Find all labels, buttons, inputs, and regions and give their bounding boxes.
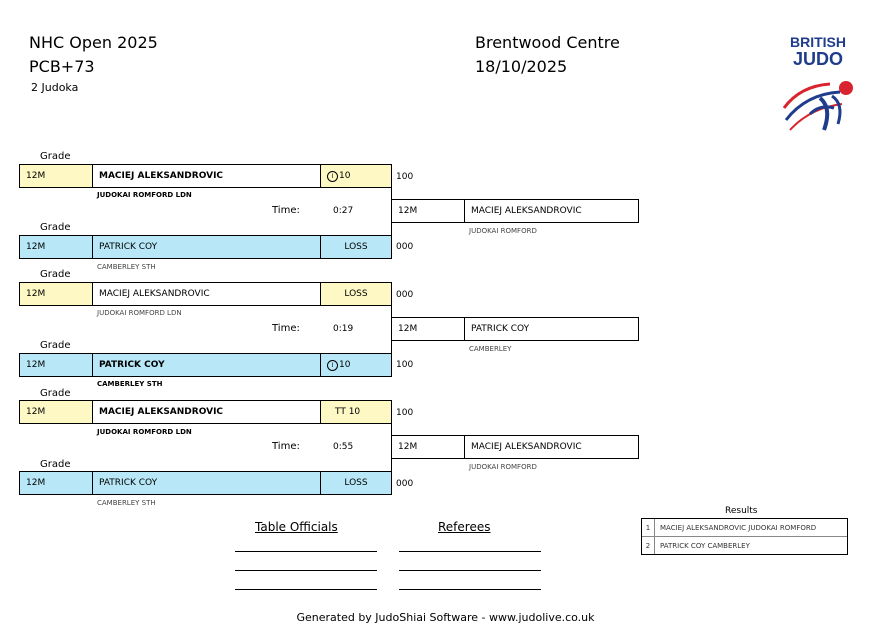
player-result: LOSS	[320, 235, 392, 259]
player-result: LOSS	[320, 471, 392, 495]
winner-grade: 12M	[391, 199, 465, 223]
player-name: MACIEJ ALEKSANDROVIC	[92, 400, 321, 424]
match-time: 0:19	[333, 324, 354, 334]
signature-line	[235, 551, 377, 552]
event-name: NHC Open 2025	[29, 33, 158, 52]
grade-label: Grade	[40, 340, 71, 351]
player-points: 100	[396, 172, 414, 182]
grade-label: Grade	[40, 388, 71, 399]
player-club: CAMBERLEY STH	[97, 263, 156, 271]
signature-line	[399, 570, 541, 571]
match-time: 0:55	[333, 442, 354, 452]
player-grade: 12M	[19, 471, 93, 495]
player-grade: 12M	[19, 353, 93, 377]
result-name: MACIEJ ALEKSANDROVIC JUDOKAI ROMFORD	[660, 523, 817, 532]
time-label: Time:	[272, 205, 300, 216]
player-name: PATRICK COY	[92, 235, 321, 259]
winner-club: CAMBERLEY	[469, 345, 512, 353]
player-club: CAMBERLEY STH	[97, 499, 156, 507]
winner-club: JUDOKAI ROMFORD	[469, 227, 537, 235]
judoka-count: 2 Judoka	[31, 81, 79, 94]
player-name: MACIEJ ALEKSANDROVIC	[92, 164, 321, 188]
player-club: JUDOKAI ROMFORD LDN	[97, 191, 192, 199]
player-name: MACIEJ ALEKSANDROVIC	[92, 282, 321, 306]
player-points: 000	[396, 242, 414, 252]
player-name: PATRICK COY	[92, 471, 321, 495]
player-club: JUDOKAI ROMFORD LDN	[97, 309, 182, 317]
grade-label: Grade	[40, 269, 71, 280]
result-rank: 1	[642, 519, 655, 536]
time-label: Time:	[272, 323, 300, 334]
player-result: TT 10	[320, 400, 392, 424]
time-label: Time:	[272, 441, 300, 452]
player-points: 000	[396, 290, 414, 300]
player-points: 100	[396, 408, 414, 418]
table-officials-heading: Table Officials	[255, 520, 338, 534]
footer-text: Generated by JudoShiai Software - www.judolive.co.uk	[296, 611, 595, 624]
category-name: PCB+73	[29, 57, 95, 76]
ippon-icon: I	[327, 171, 338, 182]
grade-label: Grade	[40, 151, 71, 162]
player-grade: 12M	[19, 164, 93, 188]
winner-name: MACIEJ ALEKSANDROVIC	[464, 199, 639, 223]
event-date: 18/10/2025	[475, 57, 568, 76]
winner-name: PATRICK COY	[464, 317, 639, 341]
player-grade: 12M	[19, 282, 93, 306]
results-table	[641, 518, 848, 555]
player-result: I 10	[320, 353, 392, 377]
result-name: PATRICK COY CAMBERLEY	[660, 541, 750, 550]
player-points: 000	[396, 479, 414, 489]
venue: Brentwood Centre	[475, 33, 620, 52]
british-judo-logo: BRITISH JUDO	[780, 35, 860, 145]
result-rank: 2	[642, 537, 655, 554]
player-result: LOSS	[320, 282, 392, 306]
player-points: 100	[396, 360, 414, 370]
results-title: Results	[725, 506, 758, 516]
signature-line	[399, 551, 541, 552]
results-row	[642, 519, 847, 537]
judo-figure-icon	[780, 68, 860, 138]
player-grade: 12M	[19, 235, 93, 259]
winner-name: MACIEJ ALEKSANDROVIC	[464, 435, 639, 459]
referees-heading: Referees	[438, 520, 491, 534]
winner-club: JUDOKAI ROMFORD	[469, 463, 537, 471]
player-grade: 12M	[19, 400, 93, 424]
player-club: CAMBERLEY STH	[97, 380, 163, 388]
grade-label: Grade	[40, 222, 71, 233]
winner-grade: 12M	[391, 435, 465, 459]
grade-label: Grade	[40, 459, 71, 470]
signature-line	[399, 589, 541, 590]
signature-line	[235, 570, 377, 571]
results-row	[642, 537, 847, 554]
player-club: JUDOKAI ROMFORD LDN	[97, 428, 192, 436]
player-result: I 10	[320, 164, 392, 188]
ippon-icon: I	[327, 360, 338, 371]
player-name: PATRICK COY	[92, 353, 321, 377]
match-time: 0:27	[333, 206, 354, 216]
winner-grade: 12M	[391, 317, 465, 341]
signature-line	[235, 589, 377, 590]
